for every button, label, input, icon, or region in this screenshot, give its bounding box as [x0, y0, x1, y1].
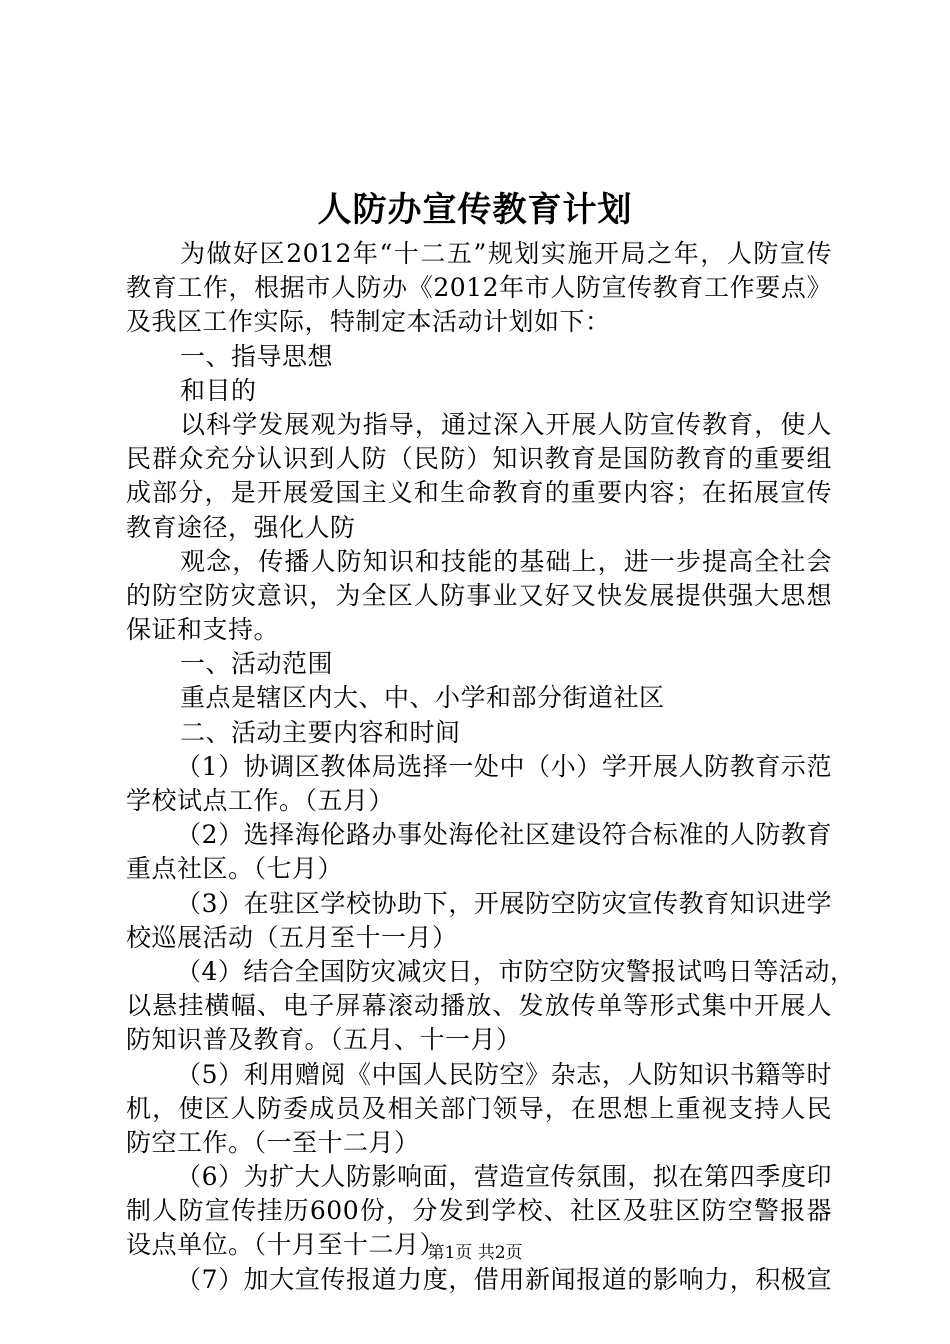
list-item-line: 校巡展活动（五月至十一月） — [126, 922, 458, 952]
list-item-line: （6）为扩大人防影响面，营造宣传氛围，拟在第四季度印 — [176, 1162, 832, 1192]
paragraph-line: 保证和支持。 — [126, 615, 280, 645]
list-item-line: 学校试点工作。（五月） — [126, 786, 395, 815]
document-body — [126, 237, 856, 1297]
paragraph-line: 观念，传播人防知识和技能的基础上，进一步提高全社会 — [180, 546, 832, 576]
paragraph-line: 为做好区2012年“十二五”规划实施开局之年，人防宣传 — [180, 239, 832, 268]
list-item-line: 制人防宣传挂历600份，分发到学校、社区及驻区防空警报器 — [126, 1196, 832, 1226]
document-title: 人防办宣传教育计划 — [317, 190, 633, 230]
list-item-line: （3）在驻区学校协助下，开展防空防灾宣传教育知识进学 — [176, 888, 832, 918]
paragraph-line: 成部分，是开展爱国主义和生命教育的重要内容；在拓展宣传 — [126, 478, 832, 508]
list-item-line: 重点社区。（七月） — [126, 854, 344, 884]
paragraph-line: 和目的 — [180, 375, 257, 405]
list-item-line: （5）利用赠阅《中国人民防空》杂志，人防知识书籍等时 — [176, 1059, 832, 1089]
section-heading: 二、活动主要内容和时间 — [180, 717, 461, 747]
list-item-line: 设点单位。（十月至十二月） — [126, 1230, 446, 1260]
list-item-line: 以悬挂横幅、电子屏幕滚动播放、发放传单等形式集中开展人 — [126, 991, 832, 1021]
paragraph-line: 民群众充分认识到人防（民防）知识教育是国防教育的重要组 — [126, 444, 832, 474]
page-footer: 第1页 共2页 — [427, 1243, 523, 1263]
list-item-line: （2）选择海伦路办事处海伦社区建设符合标准的人防教育 — [176, 820, 832, 850]
list-item-line: （4）结合全国防灾减灾日，市防空防灾警报试鸣日等活动， — [176, 956, 856, 986]
paragraph-line: 的防空防灾意识，为全区人防事业又好又快发展提供强大思想 — [126, 580, 832, 610]
list-item-line: （7）加大宣传报道力度，借用新闻报道的影响力，积极宣 — [176, 1264, 832, 1294]
paragraph-line: 重点是辖区内大、中、小学和部分街道社区 — [180, 683, 665, 713]
paragraph-line: 以科学发展观为指导，通过深入开展人防宣传教育，使人 — [180, 409, 832, 439]
list-item-line: 防空工作。（一至十二月） — [126, 1127, 420, 1157]
list-item-line: 机，使区人防委成员及相关部门领导，在思想上重视支持人民 — [126, 1093, 832, 1123]
paragraph-line: 教育途径，强化人防 — [126, 512, 356, 542]
list-item-line: （1）协调区教体局选择一处中（小）学开展人防教育示范 — [176, 751, 832, 781]
list-item-line: 防知识普及教育。（五月、十一月） — [126, 1025, 522, 1055]
section-heading: 一、指导思想 — [180, 341, 334, 371]
paragraph-line: 教育工作，根据市人防办《2012年市人防宣传教育工作要点》 — [126, 273, 832, 303]
paragraph-line: 及我区工作实际，特制定本活动计划如下： — [126, 307, 611, 337]
section-heading: 一、活动范围 — [180, 649, 334, 679]
